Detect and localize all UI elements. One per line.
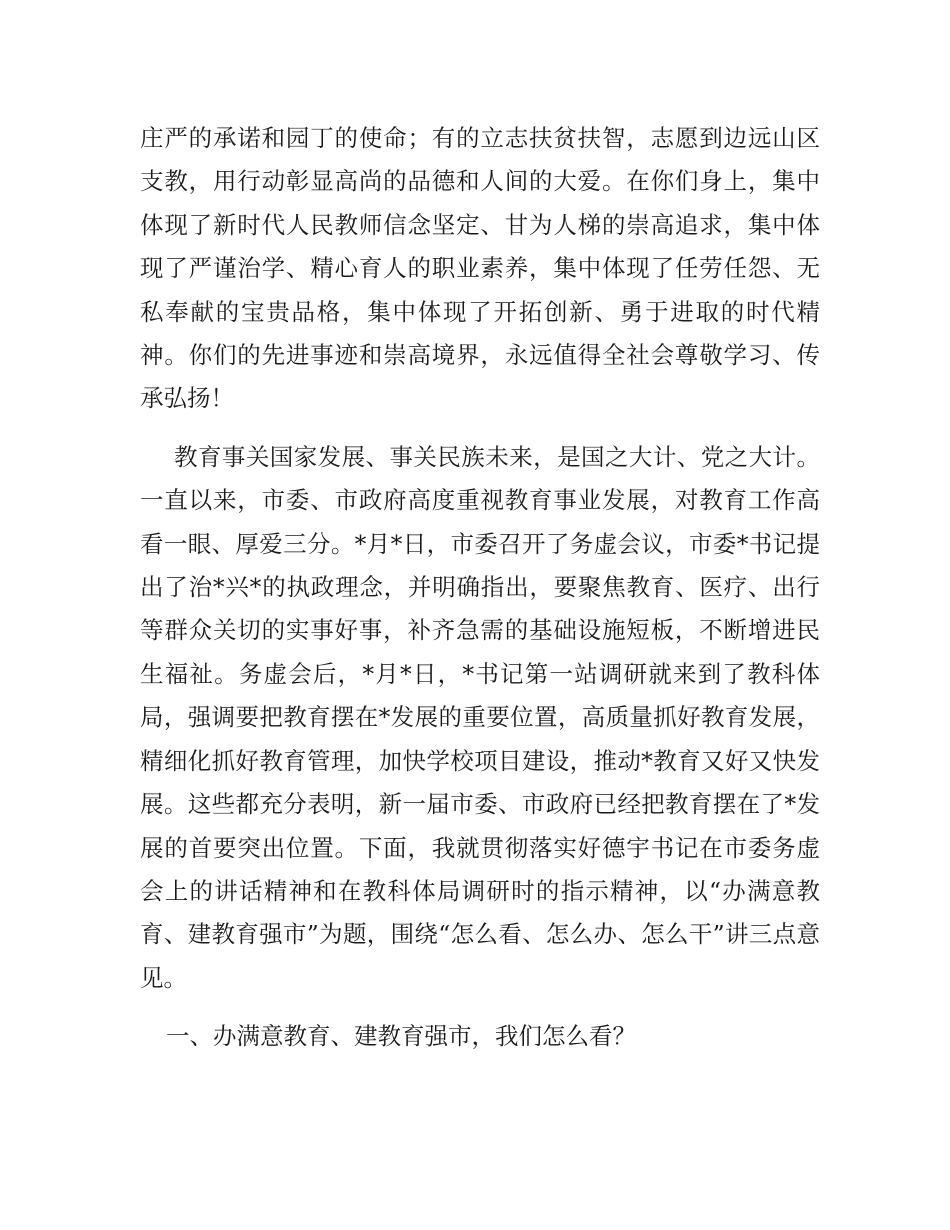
document-body (140, 117, 820, 1059)
section-heading-1: 一、办满意教育、建教育强市，我们怎么看？ (166, 1022, 636, 1051)
paragraph-continuation: 庄严的承诺和园丁的使命；有的立志扶贫扶智，志愿到边远山区支教，用行动彰显高尚的品德和人间的大爱。在你们身上，集中体现了新时代人民教师信念坚定、甘为人梯的崇高追求，集中体现了严谨治学、精心育人的职业素养，集中体现了任劳任怨、无私奉献的宝贵品格，集中体现了开拓创新、勇于进取的时代精神。你们的先进事迹和崇高境界，永远值得全社会尊敬学习、传承弘扬！ (140, 124, 820, 413)
paragraph-education-importance: 教育事关国家发展、事关民族未来，是国之大计、党之大计。一直以来，市委、市政府高度重视教育事业发展，对教育工作高看一眼、厚爱三分。*月*日，市委召开了务虚会议，市委*书记提出了治*兴*的执政理念，并明确指出，要聚焦教育、医疗、出行等群众关切的实事好事，补齐急需的基础设施短板，不断增进民生福祉。务虚会后，*月*日，*书记第一站调研就来到了教科体局，强调要把教育摆在*发展的重要位置，高质量抓好教育发展，精细化抓好教育管理，加快学校项目建设，推动*教育又好又快发展。这些都充分表明，新一届市委、市政府已经把教育摆在了*发展的首要突出位置。下面，我就贯彻落实好德宇书记在市委务虚会上的讲话精神和在教科体局调研时的指示精神，以“办满意教育、建教育强市”为题，围绕“怎么看、怎么办、怎么干”讲三点意见。 (140, 442, 820, 992)
